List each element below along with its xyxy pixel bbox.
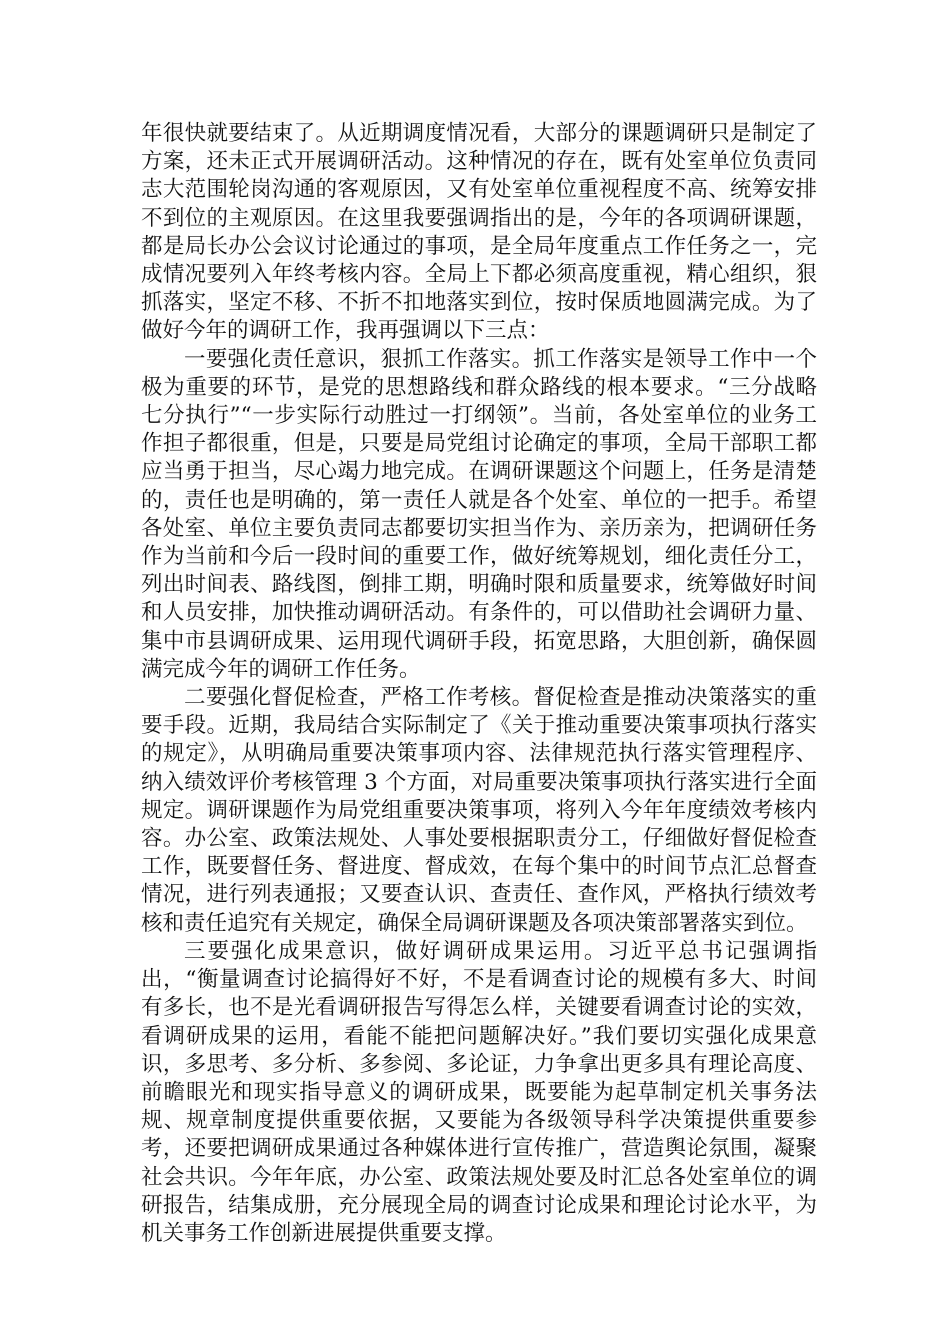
paragraph-point-two: 二要强化督促检查，严格工作考核。督促检查是推动决策落实的重要手段。近期，我局结合实际制定了《关于推动重要决策事项执行落实的规定》，从明确局重要决策事项内容、法律规范执行落实管理程序、纳入绩效评价考核管理 3 个方面，对局重要决策事项执行落实进行全面规定。调研课题作为局党组重要决策事项，将列入今年年度绩效考核内容。办公室、政策法规处、人事处要根据职责分工，仔细做好督促检查工作，既要督任务、督进度、督成效，在每个集中的时间节点汇总督查情况，进行列表通报；又要查认识、查责任、查作风，严格执行绩效考核和责任追究有关规定，确保全局调研课题及各项决策部署落实到位。	[141, 685, 817, 936]
paragraph-point-one: 一要强化责任意识，狠抓工作落实。抓工作落实是领导工作中一个极为重要的环节，是党的思想路线和群众路线的根本要求。“三分战略七分执行”“一步实际行动胜过一打纲领”。当前，各处室单位的业务工作担子都很重，但是，只要是局党组讨论确定的事项，全局干部职工都应当勇于担当，尽心竭力地完成。在调研课题这个问题上，任务是清楚的，责任也是明确的，第一责任人就是各个处室、单位的一把手。希望各处室、单位主要负责同志都要切实担当作为、亲历亲为，把调研任务作为当前和今后一段时间的重要工作，做好统筹规划，细化责任分工，列出时间表、路线图，倒排工期，明确时限和质量要求，统筹做好时间和人员安排，加快推动调研活动。有条件的，可以借助社会调研力量、集中市县调研成果、运用现代调研手段，拓宽思路，大胆创新，确保圆满完成今年的调研工作任务。	[141, 346, 817, 682]
paragraph-intro-continuation: 年很快就要结束了。从近期调度情况看，大部分的课题调研只是制定了方案，还未正式开展调研活动。这种情况的存在，既有处室单位负责同志大范围轮岗沟通的客观原因，又有处室单位重视程度不高、统筹安排不到位的主观原因。在这里我要强调指出的是，今年的各项调研课题，都是局长办公会议讨论通过的事项，是全局年度重点工作任务之一，完成情况要列入年终考核内容。全局上下都必须高度重视，精心组织，狠抓落实，坚定不移、不折不扣地落实到位，按时保质地圆满完成。为了做好今年的调研工作，我再强调以下三点：	[141, 121, 817, 344]
document-body	[141, 120, 817, 1248]
paragraph-point-three: 三要强化成果意识，做好调研成果运用。习近平总书记强调指出，“衡量调查讨论搞得好不好，不是看调查讨论的规模有多大、时间有多长，也不是光看调研报告写得怎么样，关键要看调查讨论的实效，看调研成果的运用，看能不能把问题解决好。”我们要切实强化成果意识，多思考、多分析、多参阅、多论证，力争拿出更多具有理论高度、前瞻眼光和现实指导意义的调研成果，既要能为起草制定机关事务法规、规章制度提供重要依据，又要能为各级领导科学决策提供重要参考，还要把调研成果通过各种媒体进行宣传推广，营造舆论氛围，凝聚社会共识。今年年底，办公室、政策法规处要及时汇总各处室单位的调研报告，结集成册，充分展现全局的调查讨论成果和理论讨论水平，为机关事务工作创新进展提供重要支撑。	[141, 938, 817, 1246]
